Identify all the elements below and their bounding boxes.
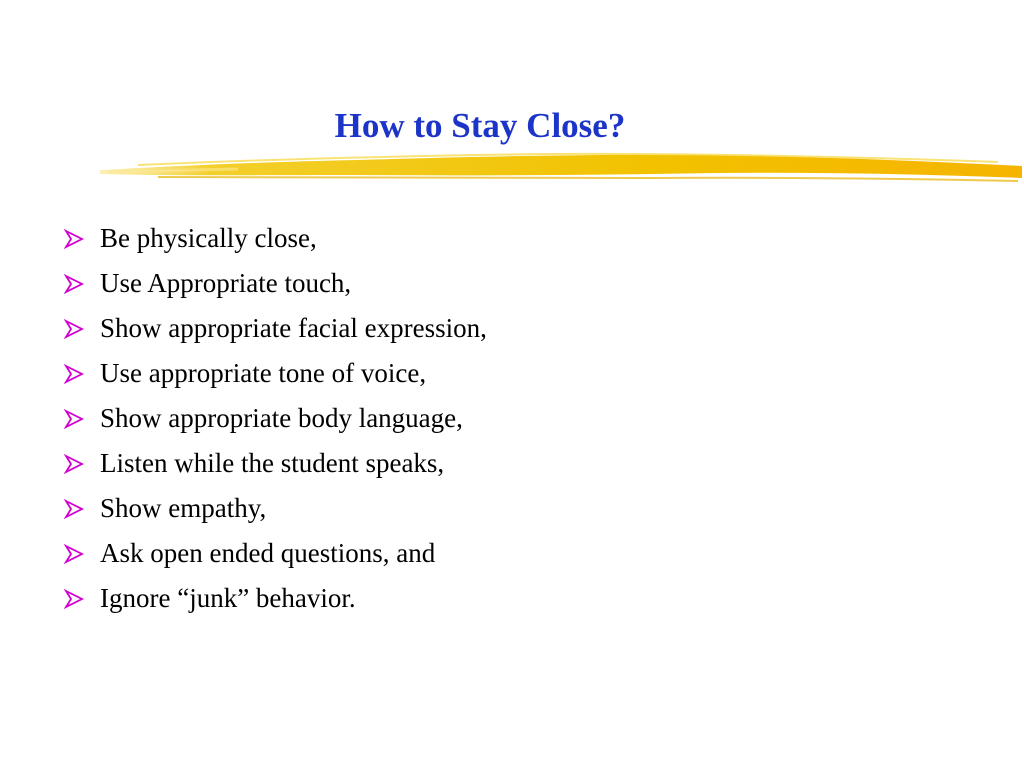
list-item — [64, 261, 487, 306]
bullet-text: Show empathy, — [100, 493, 267, 523]
bullet-text: Ask open ended questions, and — [100, 538, 436, 568]
list-item — [64, 216, 487, 261]
list-item — [64, 441, 487, 486]
bullet-text: Ignore “junk” behavior. — [100, 583, 356, 613]
arrow-bullet-icon — [64, 531, 100, 576]
bullet-text: Be physically close, — [100, 223, 317, 253]
bullet-text: Show appropriate body language, — [100, 403, 463, 433]
arrow-bullet-icon — [64, 576, 100, 621]
list-item — [64, 351, 487, 396]
bullet-list — [64, 216, 487, 621]
list-item — [64, 306, 487, 351]
brush-stroke-underline — [98, 148, 1024, 188]
list-item — [64, 531, 487, 576]
arrow-bullet-icon — [64, 216, 100, 261]
list-item — [64, 486, 487, 531]
arrow-bullet-icon — [64, 396, 100, 441]
list-item — [64, 396, 487, 441]
bullet-text: Use appropriate tone of voice, — [100, 358, 427, 388]
arrow-bullet-icon — [64, 486, 100, 531]
arrow-bullet-icon — [64, 441, 100, 486]
slide-title: How to Stay Close? — [334, 106, 626, 145]
bullet-text: Show appropriate facial expression, — [100, 313, 487, 343]
arrow-bullet-icon — [64, 306, 100, 351]
arrow-bullet-icon — [64, 351, 100, 396]
bullet-text: Use Appropriate touch, — [100, 268, 352, 298]
arrow-bullet-icon — [64, 261, 100, 306]
list-item — [64, 576, 487, 621]
bullet-text: Listen while the student speaks, — [100, 448, 445, 478]
